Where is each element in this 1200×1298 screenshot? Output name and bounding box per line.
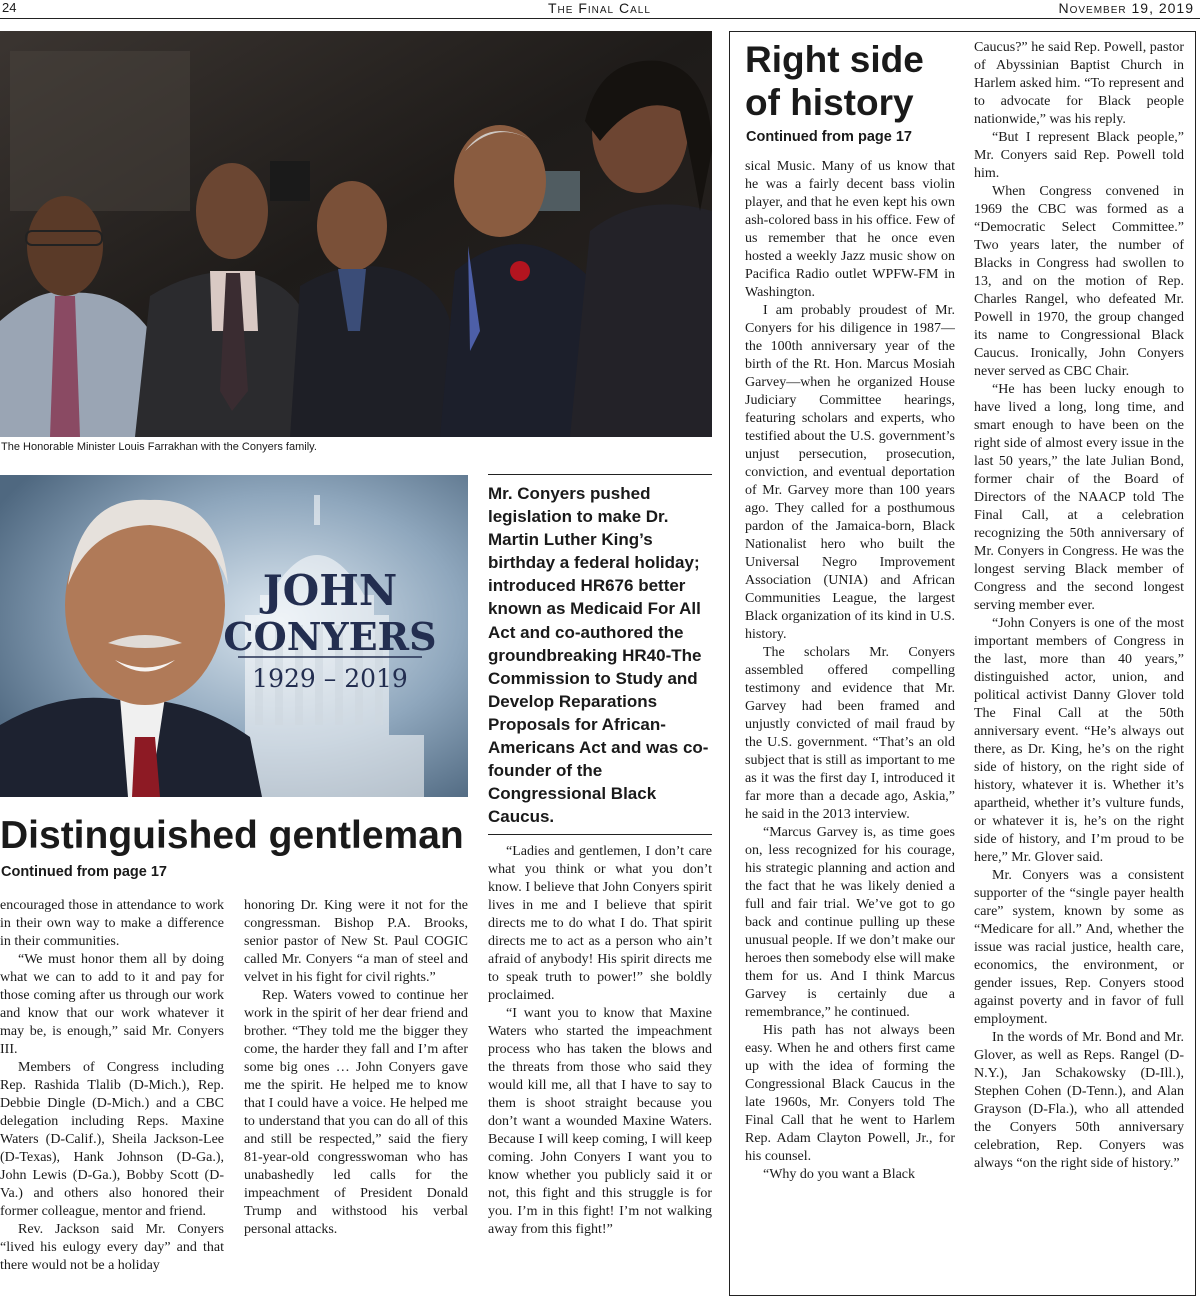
- paragraph: Rep. Waters vowed to continue her work in the spirit of her dear friend and brother. “They told me the bigger they come, the harder they fall and I’m after some big ones … John Conyers gave me the spirit. He helped me to know that I could have a voice. He helped me to understand that you can do all of this and still be respected,” said the fiery 81-year-old congresswoman who has unabashedly led calls for the impeachment of President Donald Trump and withstood his verbal personal attacks.: [244, 988, 468, 1237]
- left-continued-line: Continued from page 17: [1, 864, 167, 880]
- paragraph: Members of Congress including Rep. Rashida Tlalib (D-Mich.), Rep. Debbie Dingle (D-Mich.) and a CBC delegation including Reps. Maxine Waters (D-Calif.), Sheila Jackson-Lee (D-Texas), Hank Johnson (D-Ga.), John Lewis (D-Ga.), Bobby Scott (D-Va.) and others also honored their former colleague, mentor and friend.: [0, 1060, 224, 1219]
- right-headline: Right side of history: [745, 39, 924, 123]
- paragraph: encouraged those in attendance to work in their own way to make a difference in their communities.: [0, 898, 224, 949]
- paragraph: His path has not always been easy. When he and others first came up with the idea of forming the Congressional Black Caucus in the late 1960s, Mr. Conyers told The Final Call that he went to Harlem Rep. Adam Clayton Powell, Jr., for his counsel.: [745, 1023, 955, 1164]
- portrait-graphic: [0, 475, 468, 797]
- left-article-column-2: [244, 897, 468, 1297]
- paragraph: “We must honor them all by doing what we can to add to it and pay for those coming after us through our work and know that our work whatever it may be, is enough,” said Mr. Conyers III.: [0, 952, 224, 1057]
- paragraph: “Why do you want a Black: [763, 1167, 916, 1182]
- right-continued-line: Continued from page 17: [746, 129, 912, 145]
- page-number: 24: [2, 0, 17, 15]
- portrait-title-line1: JOHN: [262, 566, 398, 615]
- left-headline: Distinguished gentleman: [0, 814, 464, 857]
- paragraph: When Congress convened in 1969 the CBC was formed as a “Democratic Select Committee.” Two years later, the number of Blacks in Congress had swollen to 13, and on the motion of Rep. Charles Rangel, who defeated Mr. Powell in 1970, the group changed its name to Congressional Black Caucus. Ironically, John Conyers never served as CBC Chair.: [974, 184, 1184, 379]
- paragraph: “I want you to know that Maxine Waters who started the impeachment process who has taken the blows and the threats from those who said they would kill me, all that I have to say to them is shoot straight because you don’t want a wounded Maxine Waters. Because I will keep coming, I will keep coming. John Conyers I want you to know whether you publicly said it or not, this fight and this struggle is for you. I’m in this fight! I’m not walking away from this fight!”: [488, 1006, 712, 1237]
- right-article-column-2: [974, 39, 1184, 1289]
- paragraph: Mr. Conyers was a consistent supporter of the “single payer health care” system, known by some as “Medicare for all.” And, whether the issue was racial justice, health care, economics, the environment, or gender issues, Rep. Conyers stood against poverty and in favor of full employment.: [974, 868, 1184, 1027]
- paper-name: The Final Call: [548, 0, 651, 16]
- paragraph: The scholars Mr. Conyers assembled offered compelling testimony and evidence that Mr. Garvey had been framed and unjustly convicted of mail fraud by the U.S. government. “That’s an old subject that is still as important to me as it was the first day I, introduced it far more than a decade ago, Askia,” he said in the 2013 interview.: [745, 645, 955, 822]
- paragraph: I am probably proudest of Mr. Conyers for his diligence in 1987—the 100th anniversary year of the birth of the Rt. Hon. Marcus Mosiah Garvey—when he organized House Judiciary Committee hearings, featuring scholars and experts, who testified about the U.S. government’s unjust persecution, prosecution, conviction, and eventual deportation of Mr. Garvey more than 100 years ago. They called for a posthumous pardon of the Jamaica-born, Black Nationalist hero who built the Universal Negro Improvement Association (UNIA) and African Communities League, the largest Black organization of its kind in U.S. history.: [745, 303, 955, 642]
- paragraph: Caucus?” he said Rep. Powell, pastor of Abyssinian Baptist Church in Harlem asked him. “To represent and to advocate for Black people nationwide,” was his reply.: [974, 40, 1184, 127]
- page-header: [0, 0, 1200, 19]
- photo-caption: The Honorable Minister Louis Farrakhan with the Conyers family.: [1, 441, 317, 453]
- right-article-column-1: [745, 158, 955, 1288]
- paragraph: In the words of Mr. Bond and Mr. Glover, as well as Reps. Rangel (D-N.Y.), Jan Schakowsky (D-Ill.), Stephen Cohen (D-Tenn.), and Alan Grayson (D-Fla.), who all attended the Conyers 50th anniversary celebration, Rep. Conyers was always “on the right side of history.”: [974, 1030, 1184, 1171]
- pull-quote: Mr. Conyers pushed legislation to make Dr. Martin Luther King’s birthday a federal holiday; introduced HR676 better known as Medicaid For All Act and co-authored the groundbreaking HR40-The Commission to Study and Develop Reparations Proposals for African-Americans Act and was co-founder of the Congressional Black Caucus.: [488, 474, 712, 835]
- paragraph: “John Conyers is one of the most important members of Congress in the last, more than 40 years,” distinguished actor, union, and political activist Danny Glover told The Final Call at the 50th anniversary event. “He’s always out there, as Dr. King, he’s on the right side of history, on the right side of history, whatever it is. Whether it’s apartheid, whether it’s vulture funds, or whatever it is, he’s on the right side of history, and I’m proud to be here,” Mr. Glover said.: [974, 616, 1184, 865]
- left-article-column-1: [0, 897, 224, 1297]
- paragraph: sical Music. Many of us know that he was a fairly decent bass violin player, and that he even kept his own ash-colored bass in his office. Few of us remember that he once even hosted a weekly Jazz music show on Pacifica Radio outlet WPFW-FM in Washington.: [745, 159, 955, 300]
- paragraph: “Ladies and gentlemen, I don’t care what you think or what you don’t know. I believe that John Conyers spirit lives in me and I believe that spirit directs me to do what I do. That spirit directs me to act as a person who ain’t afraid of anybody! His spirit directs me to speak truth to power!” she boldly proclaimed.: [488, 844, 712, 1003]
- paragraph: honoring Dr. King were it not for the congressman. Bishop P.A. Brooks, senior pastor of New St. Paul COGIC called Mr. Conyers “a man of steel and velvet in his fight for civil rights.”: [244, 898, 468, 985]
- issue-date: November 19, 2019: [1058, 0, 1194, 16]
- portrait-title-line2: CONYERS: [223, 614, 437, 659]
- paragraph: “Marcus Garvey is, as time goes on, less recognized for his courage, his strategic planning and action and the fact that he was likely denied a full and fair trial. We’ve got to go back and continue pulling up these unusual people. If we don’t make our heroes then somebody else will make them for us. And I think Marcus Garvey is certainly due a remembrance,” he continued.: [745, 825, 955, 1020]
- portrait-years: 1929 – 2019: [252, 664, 408, 693]
- paragraph: “But I represent Black people,” Mr. Conyers said Rep. Powell told him.: [974, 130, 1184, 181]
- group-photo: [0, 31, 712, 437]
- paragraph: “He has been lucky enough to have lived a long, long time, and smart enough to have been on the right side of almost every issue in the last 50 years,” the late Julian Bond, former chair of the Board of Directors of the NAACP told The Final Call, at a celebration recognizing the 50th anniversary of Mr. Conyers in Congress. He was the longest serving Black member of Congress and the second longest serving member ever.: [974, 382, 1184, 613]
- paragraph: Rev. Jackson said Mr. Conyers “lived his eulogy every day” and that there would not be a holiday: [0, 1222, 224, 1273]
- left-article-column-3: [488, 843, 712, 1297]
